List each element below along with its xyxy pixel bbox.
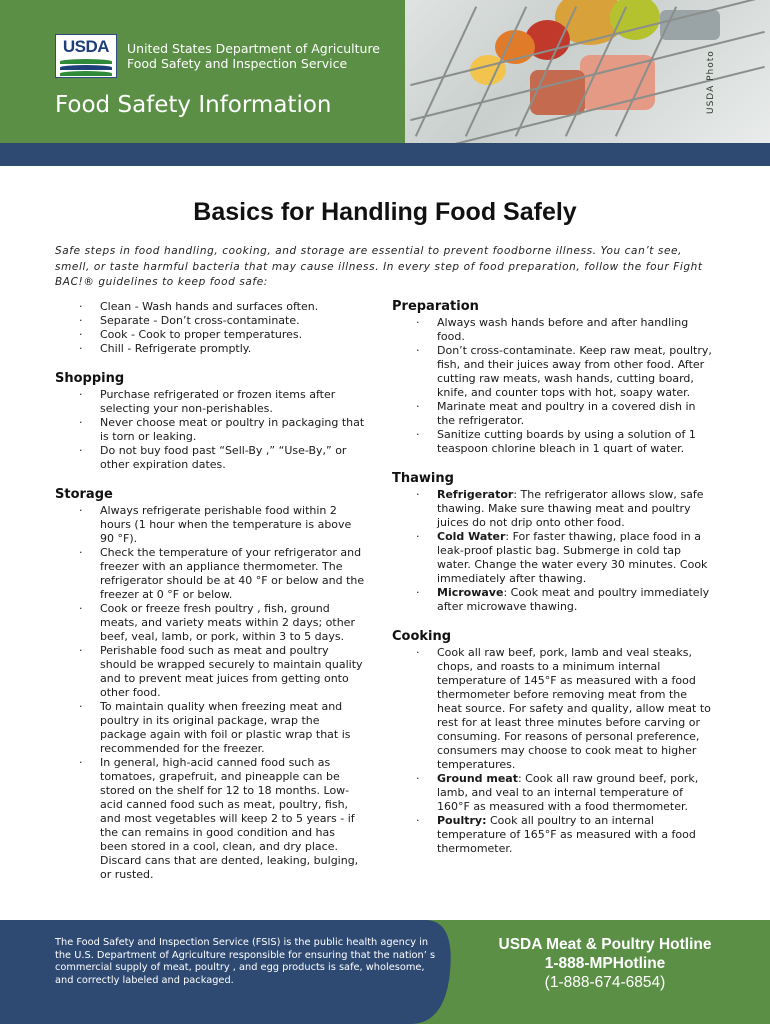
list-item: · Cook - Cook to proper temperatures. xyxy=(55,328,365,342)
list-item-lead: Ground meat xyxy=(437,772,518,785)
list-item xyxy=(392,772,712,814)
list-item-text: : Cook meat and poultry immediately after microwave thawing. xyxy=(437,586,710,613)
agency-line-2: Food Safety and Inspection Service xyxy=(127,56,348,71)
list-item: · To maintain quality when freezing meat and poultry in its original package, wrap the package again with foil or plastic wrap that is recommended for the freezer. xyxy=(55,700,365,756)
list-item: · Cook or freeze fresh poultry , fish, ground meats, and variety meats within 2 days; other beef, veal, lamb, or pork, within 3 to 5 days. xyxy=(55,602,365,644)
list-item: · Chill - Refrigerate promptly. xyxy=(55,342,365,356)
list-item: · Purchase refrigerated or frozen items after selecting your non-perishables. xyxy=(55,388,365,416)
hotline-digits[interactable]: (1-888-674-6854) xyxy=(544,974,666,991)
list-item xyxy=(392,488,712,530)
preparation-section xyxy=(392,300,712,456)
list-item: · Check the temperature of your refrigerator and freezer with an appliance thermometer. The refrigerator should be at 40 °F or below and the freezer at 0 °F or below. xyxy=(55,546,365,602)
list-item xyxy=(392,530,712,586)
preparation-heading: Preparation xyxy=(392,299,479,314)
page-title: Basics for Handling Food Safely xyxy=(193,198,577,226)
shopping-heading: Shopping xyxy=(55,371,125,386)
thawing-heading: Thawing xyxy=(392,471,454,486)
header-divider-bar xyxy=(0,143,770,166)
header-banner xyxy=(0,0,770,143)
list-item: · Separate - Don’t cross-contaminate. xyxy=(55,314,365,328)
hotline-number[interactable]: 1-888-MPHotline xyxy=(544,955,666,972)
storage-section xyxy=(55,488,365,882)
photo-credit: USDA Photo xyxy=(706,50,716,114)
list-item: · Never choose meat or poultry in packaging that is torn or leaking. xyxy=(55,416,365,444)
list-item-text: : Cook all raw ground beef, pork, lamb, and veal to an internal temperature of 160°F as measured with a food thermometer. xyxy=(437,772,699,813)
section-title: Food Safety Information xyxy=(55,92,332,118)
list-item: · Do not buy food past “Sell-By ,” “Use-By,” or other expiration dates. xyxy=(55,444,365,472)
list-item: · Don’t cross-contaminate. Keep raw meat, poultry, fish, and their juices away from other food. After cutting raw meats, wash hands, cutting board, knife, and counter tops with hot, soapy water. xyxy=(392,344,712,400)
list-item-lead: Microwave xyxy=(437,586,504,599)
list-item-text: Cook all raw beef, pork, lamb and veal steaks, chops, and roasts to a minimum internal temperature of 145°F as measured with a food thermometer before removing meat from the heat source. For safety and quality, allow meat to rest for at least three minutes before carving or consuming. For reasons of personal preference, consumers may choose to cook meat to higher temperatures. xyxy=(437,646,711,771)
usda-logo-text: USDA xyxy=(62,37,110,56)
list-item: · Always refrigerate perishable food within 2 hours (1 hour when the temperature is above 90 °F). xyxy=(55,504,365,546)
cooking-section xyxy=(392,630,712,856)
left-column xyxy=(55,300,365,898)
list-item: · Sanitize cutting boards by using a solution of 1 teaspoon chlorine bleach in 1 quart of water. xyxy=(392,428,712,456)
usda-logo xyxy=(55,34,117,78)
list-item-lead: Refrigerator xyxy=(437,488,514,501)
list-item xyxy=(392,646,712,772)
agency-name xyxy=(127,41,380,71)
fight-bac-section xyxy=(55,300,365,356)
cooking-heading: Cooking xyxy=(392,629,452,644)
list-item-text: : The refrigerator allows slow, safe thawing. Make sure thawing meat and poultry juices do not drip onto other food. xyxy=(437,488,704,529)
list-item: · Always wash hands before and after handling food. xyxy=(392,316,712,344)
right-column xyxy=(392,300,712,872)
list-item: · Marinate meat and poultry in a covered dish in the refrigerator. xyxy=(392,400,712,428)
list-item: · Clean - Wash hands and surfaces often. xyxy=(55,300,365,314)
list-item-text: Cook all poultry to an internal temperature of 165°F as measured with a food thermometer. xyxy=(437,814,696,855)
shopping-section xyxy=(55,372,365,472)
list-item: · Perishable food such as meat and poultry should be wrapped securely to maintain quality and to prevent meat juices from getting onto other food. xyxy=(55,644,365,700)
list-item-lead: Poultry: xyxy=(437,814,487,827)
list-item xyxy=(392,586,712,614)
hotline-block xyxy=(460,935,750,992)
thawing-section xyxy=(392,472,712,614)
agency-line-1: United States Department of Agriculture xyxy=(127,41,380,56)
list-item: · In general, high-acid canned food such as tomatoes, grapefruit, and pineapple can be stored on the shelf for 12 to 18 months. Low-acid canned food such as meat, poultry, fish, and most vegetables will keep 2 to 5 years - if the can remains in good condition and has been stored in a cool, clean, and dry place. Discard cans that are dented, leaking, bulging, or rusted. xyxy=(55,756,365,882)
list-item xyxy=(392,814,712,856)
storage-heading: Storage xyxy=(55,487,113,502)
intro-paragraph: Safe steps in food handling, cooking, and storage are essential to prevent foodborne illness. You can’t see, smell, or taste harmful bacteria that may cause illness. In every step of food preparation, follow the four Fight BAC!® guidelines to keep food safe: xyxy=(55,245,703,288)
list-item-lead: Cold Water xyxy=(437,530,506,543)
list-item-text: : For faster thawing, place food in a leak-proof plastic bag. Submerge in cold tap water. Change the water every 30 minutes. Cook immediately after thawing. xyxy=(437,530,708,585)
fsis-description: The Food Safety and Inspection Service (FSIS) is the public health agency in the U.S. Department of Agriculture responsible for ensuring that the nation’ s commercial supply of meat, poultry , and egg products is safe, wholesome, and correctly labeled and packaged. xyxy=(55,937,436,986)
hotline-title: USDA Meat & Poultry Hotline xyxy=(498,936,712,953)
